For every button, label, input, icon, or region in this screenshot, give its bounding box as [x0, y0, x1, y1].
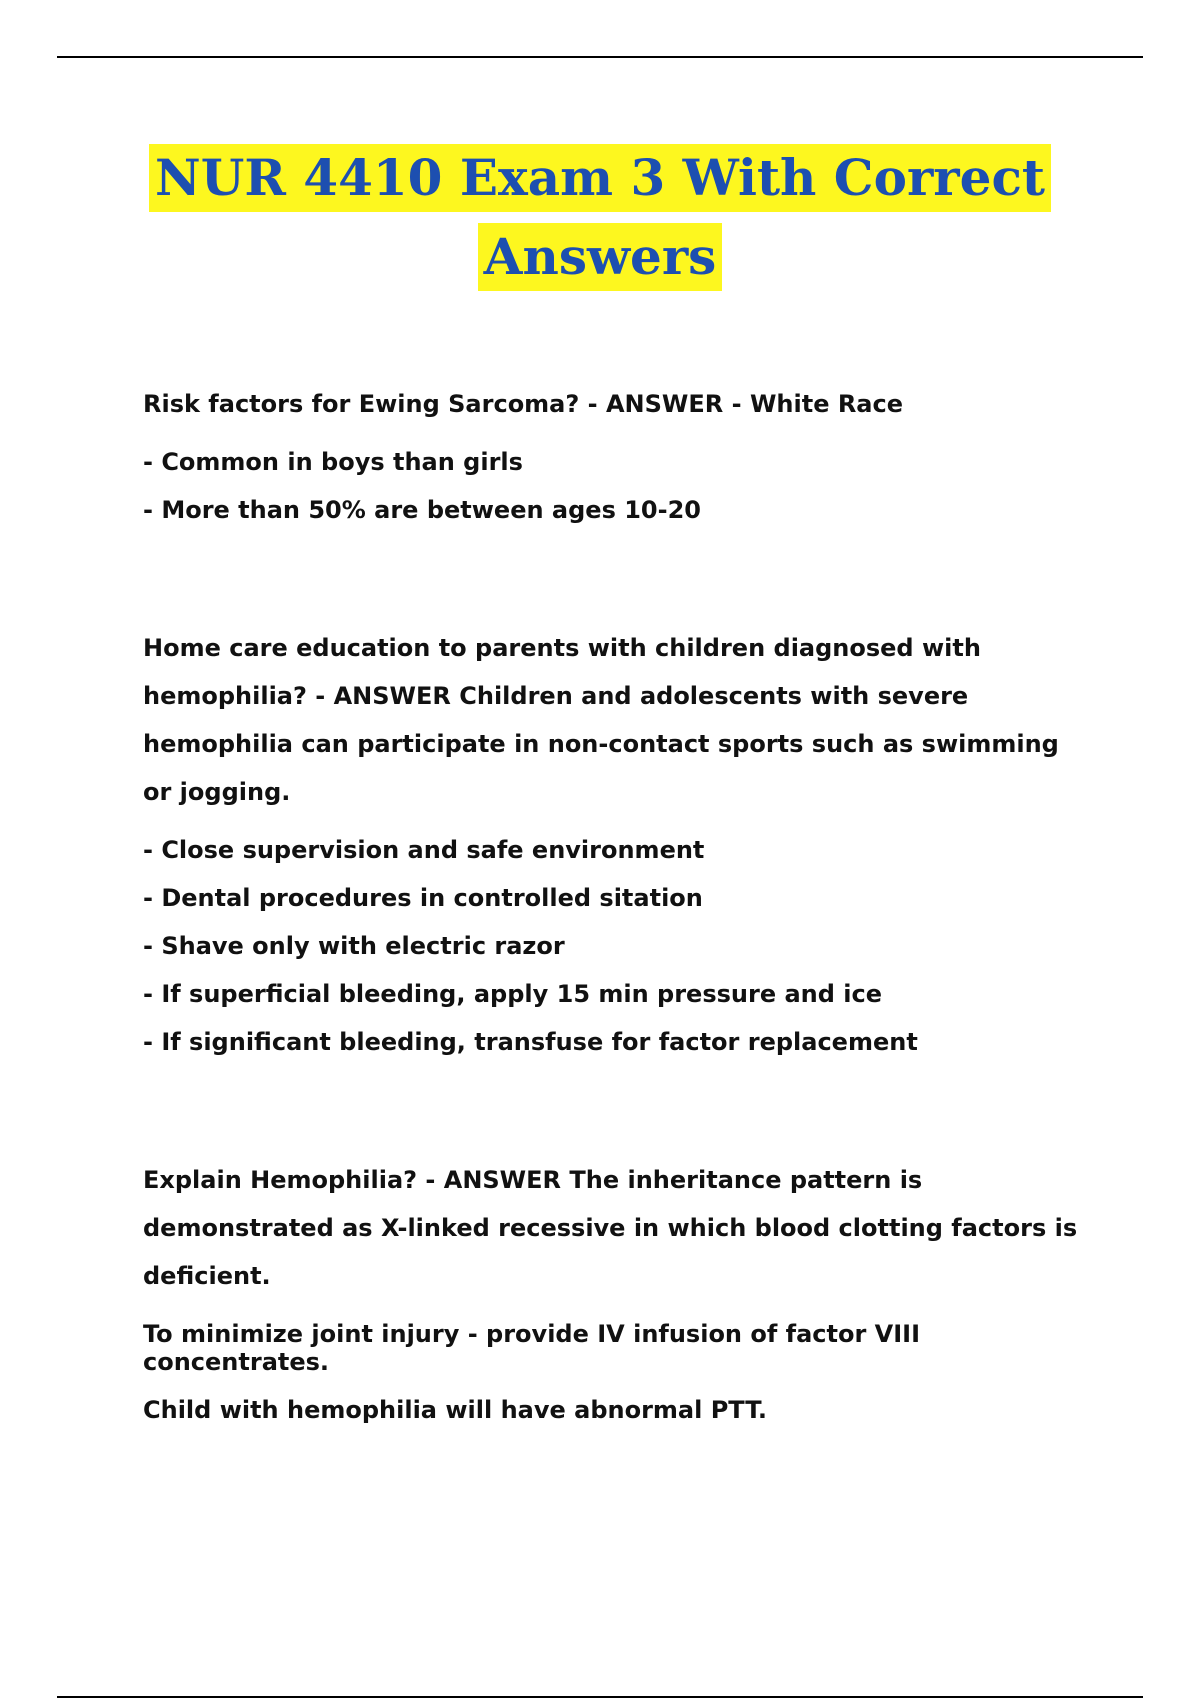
top-rule [57, 56, 1143, 58]
title-line-1: NUR 4410 Exam 3 With Correct [149, 144, 1051, 212]
question-answer: Risk factors for Ewing Sarcoma? - ANSWER - White Race [143, 390, 904, 418]
answer-item: - If significant bleeding, transfuse for factor replacement [143, 1028, 918, 1056]
question-answer: Explain Hemophilia? - ANSWER The inheritance pattern is demonstrated as X-linked recessive in which blood clotting factors is deficient. [143, 1166, 1078, 1290]
answer-item: Child with hemophilia will have abnormal PTT. [143, 1396, 768, 1424]
answer-item: - More than 50% are between ages 10-20 [143, 496, 701, 524]
answer-item: - Common in boys than girls [143, 448, 523, 476]
title-line-2: Answers [478, 223, 723, 291]
document-title [100, 140, 1100, 298]
answer-item: - Dental procedures in controlled sitation [143, 884, 703, 912]
qa-block-ewing-sarcoma [143, 380, 1088, 524]
document-body [143, 380, 1088, 1424]
answer-item: To minimize joint injury - provide IV infusion of factor VIII concentrates. [143, 1320, 921, 1376]
answer-item: - Shave only with electric razor [143, 932, 565, 960]
answer-item: - If superficial bleeding, apply 15 min pressure and ice [143, 980, 883, 1008]
answer-item: - Close supervision and safe environment [143, 836, 705, 864]
question-answer: Home care education to parents with children diagnosed with hemophilia? - ANSWER Children and adolescents with severe hemophilia can participate in non-contact sports such as swimming or jogging. [143, 634, 1059, 806]
qa-block-hemophilia-home-care [143, 624, 1088, 1056]
bottom-rule [57, 1696, 1143, 1698]
qa-block-explain-hemophilia [143, 1156, 1088, 1424]
